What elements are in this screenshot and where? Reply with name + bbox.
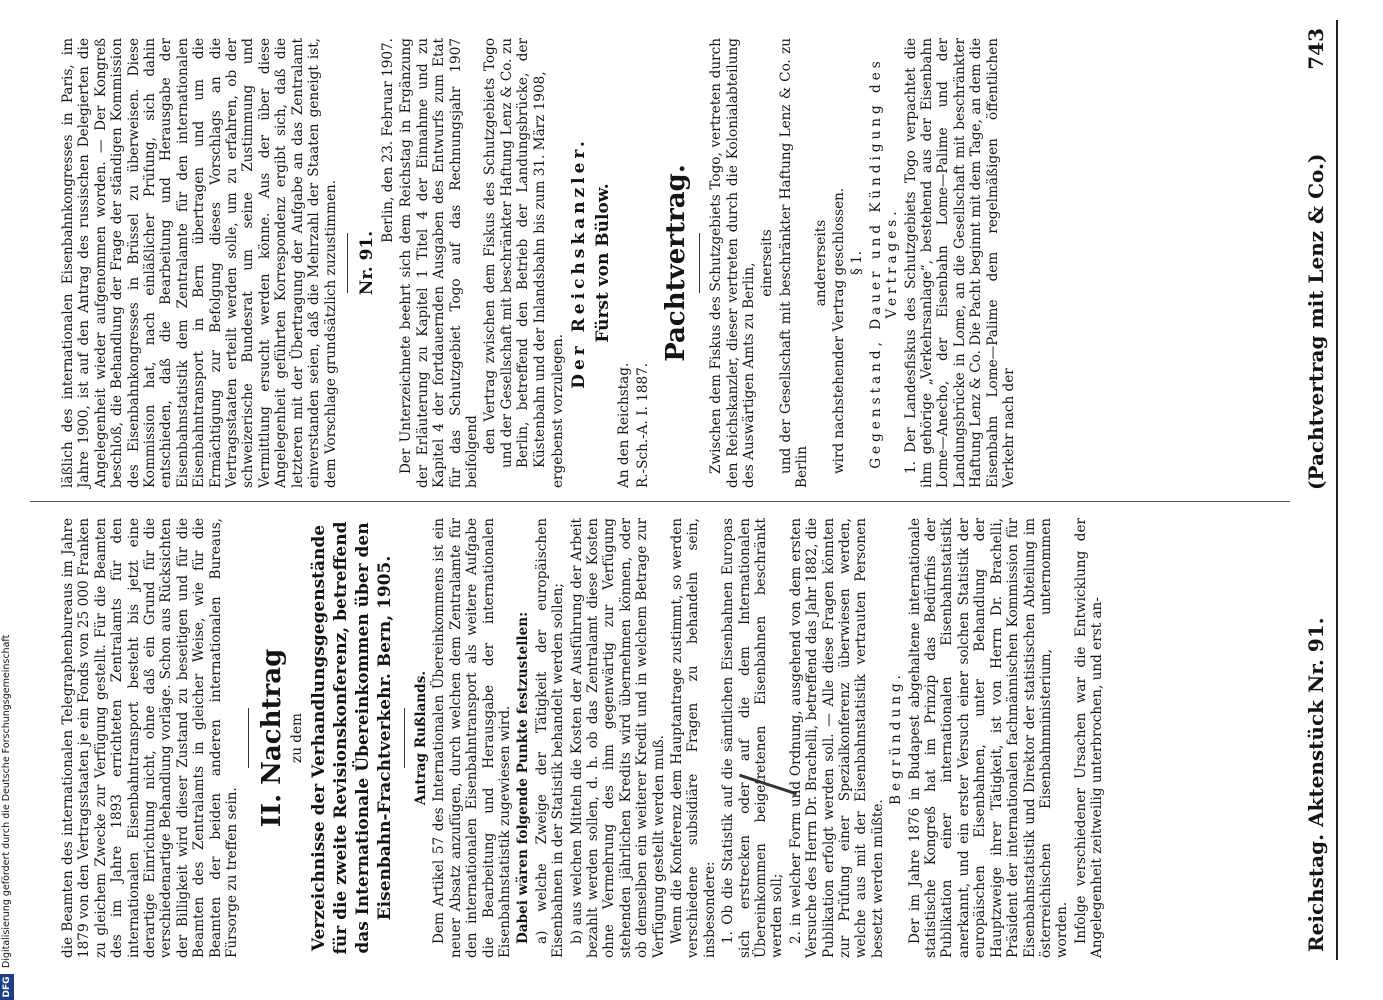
list-item: 2. in welcher Form und Ordnung, ausgehend von dem ersten Versuche des Herrn Dr. Brachelli, betreffend das Jahr 1882, die Publikation erfolgt werden soll. — Alle diese Fragen könnten zur Prüfung einer Spezialkonferenz überwiesen werden, welche aus mit der Eisenbahnstatistik vertrauten Personen besetzt werden müßte. — [787, 518, 886, 958]
footer-text: Digitalisierung gefördert durch die Deutsche Forschungsgemeinschaft — [1, 634, 12, 968]
paragraph: ergebenst vorzulegen. — [549, 333, 566, 488]
header-left: Reichstag. Aktenstück Nr. 91. — [1304, 617, 1328, 952]
divider — [404, 708, 405, 768]
contract-heading: Pachtvertrag. — [661, 164, 692, 362]
signature-title: Der Reichskanzler. — [569, 137, 590, 389]
document-number: Nr. 91. — [356, 230, 377, 296]
section-heading: Gegenstand, Dauer und Kündigung des Vertrages. — [867, 57, 901, 469]
paragraph: den Vertrag zwischen dem Fiskus des Schutzgebiets Togo und der Gesellschaft mit beschränkter Haftung Lenz & Co. zu Berlin, betreffend den Betrieb der Landungsbrücke, der Küstenbahn und der Inlandsbahn bis zum 31. März 1908, — [482, 38, 548, 468]
paragraph: Dem Artikel 57 des Internationalen Übereinkommens ist ein neuer Absatz anzufügen, durch welchen dem Zentralamte für den internationalen Eisenbahntransport als weitere Aufgabe die Bearbeitung und Herausgabe der internationalen Eisenbahnstatistik zugewiesen wird. — [431, 518, 513, 958]
paragraph: 1. Der Landesfiskus des Schutzgebiets Togo verpachtet die ihm gehörige „Verkehrsanlage“, bestehend aus der Eisenbahn Lome—Anecho, der Eisenbahn Lome—Palime und der Landungsbrücke in Lome, an die Gesellschaft mit beschränkter Haftung Lenz & Co. Die Pacht beginnt mit dem Tage, an dem die Eisenbahn Lome—Palime dem regelmäßigen öffentlichen Verkehr nach der — [902, 38, 1018, 488]
reference-number: R.-Sch.-A. I. 1887. — [634, 362, 651, 488]
antrag-heading: Antrag Rußlands. — [412, 670, 429, 806]
section-number: § 1. — [849, 250, 866, 276]
left-column — [60, 518, 1290, 958]
paragraph: Der Unterzeichnete beehrt sich dem Reichstag in Ergänzung der Erläuterung zu Kapitel 1 Titel 4 der Einnahme und zu Kapitel 4 der fortdauernden Ausgaben des Entwurfs zum Etat für das Schutzgebiet Togo auf das Rechnungsjahr 1907 beifolgend — [398, 38, 480, 488]
section-subtitle: Verzeichnisse der Verhandlungsgegenstände für die zweite Revisionskonferenz, betreffend das Internationale Übereinkommen über den Eisenbahn-Frachtverkehr. Bern, 1905. — [308, 521, 395, 955]
place-date: Berlin, den 23. Februar 1907. — [379, 38, 396, 243]
column-separator — [30, 501, 1290, 502]
paragraph: Der im Jahre 1876 in Budapest abgehaltene internationale statistische Kongreß hat im Prinzip das Bedürfnis der Publikation einer internationalen Eisenbahnstatistik anerkannt, und ein erster Versuch einer solchen Statistik der europäischen Eisenbahnen, unter Behandlung der Hauptzweige ihrer Tätigkeit, ist von Herrn Dr. Brachelli, Präsident der internationalen fachmännischen Kommission für Eisenbahnstatistik und Direktor der statistischen Abteilung im österreichischen Eisenbahnministerium, unternommen worden. — [906, 518, 1071, 958]
paragraph: die Beamten des internationalen Telegraphenbureaus im Jahre 1879 von den Vertragsstaaten je ein Fonds von 25 000 Franken zu gleichem Zwecke zur Verfügung gestellt. Für die Beamten des im Jahre 1893 errichteten Zentralamts für den internationalen Eisenbahntransport besteht bis jetzt eine derartige Einrichtung nicht, ohne daß ein Grund für die verschiedenartige Behandlung vorläge. Schon aus Rücksichten der Billigkeit wird dieser Zustand zu beseitigen und für die Beamten des Zentralamts in gleicher Weise, wie für die Beamten der beiden anderen internationalen Bureaus, Fürsorge zu treffen sein. — [60, 518, 241, 958]
divider — [248, 708, 249, 768]
paragraph: Infolge verschiedener Ursachen war die Entwicklung der Angelegenheit zeitweilig unterbrochen, und erst an- — [1072, 518, 1106, 958]
paragraph: wird nachstehender Vertrag geschlossen. — [831, 187, 848, 474]
party-label: andererseits — [812, 219, 829, 307]
party-label: einerseits — [759, 229, 776, 297]
dfg-logo: DFG — [0, 974, 14, 1000]
right-column — [60, 38, 1290, 488]
paragraph: läßlich des internationalen Eisenbahnkongresses in Paris, im Jahre 1900, ist auf den Antrag des russischen Delegierten die Angelegenheit wieder aufgenommen worden. — Der Kongreß beschloß, die Behandlung der Frage der ständigen Kommission des Eisenbahnkongresses in Brüssel zu überweisen. Diese Kommission hat, nach einläßlicher Prüfung, sich dahin entschieden, daß die Bearbeitung und Herausgabe der Eisenbahnstatistik dem Zentralamte für den internationalen Eisenbahntransport in Bern übertragen und um die Ermächtigung zur Befolgung dieses Vorschlags an die Vertragsstaaten erteilt werden solle, um zu erfahren, ob der schweizerische Bundesrat um seine Zustimmung und Vermittlung ersucht werden könne. Aus der über diese Angelegenheit geführten Korrespondenz ergibt sich, daß die letzteren mit der Übertragung der Aufgabe an das Zentralamt einverstanden seien, daß die Mehrzahl der Staaten geneigt ist, dem Vorschlage grundsätzlich zuzustimmen. — [60, 38, 339, 488]
page-number: 743 — [1304, 28, 1328, 70]
paragraph: Dabei wären folgende Punkte festzustellen: — [515, 611, 532, 944]
addressee: An den Reichstag. — [616, 362, 633, 488]
paragraph: und der Gesellschaft mit beschränkter Haftung Lenz & Co. zu Berlin — [777, 38, 811, 488]
section-title-sub: zu dem — [289, 713, 306, 763]
header-right: (Pachtvertrag mit Lenz & Co.) — [1304, 153, 1328, 490]
divider — [699, 233, 700, 293]
paragraph: Zwischen dem Fiskus des Schutzgebiets Togo, vertreten durch den Reichskanzler, dieser vertreten durch die Kolonialabteilung des Auswärtigen Amts zu Berlin, — [708, 38, 757, 488]
signature-name: Fürst von Bülow. — [593, 183, 614, 343]
list-item: a) welche Zweige der Tätigkeit der europäischen Eisenbahnen in der Statistik behandelt werden sollen; — [533, 518, 567, 958]
divider — [347, 233, 348, 293]
running-header — [1300, 20, 1338, 960]
section-title: II. Nachtrag — [257, 648, 288, 828]
begruendung-heading: Begründung. — [888, 671, 905, 805]
list-item: b) aus welchen Mitteln die Kosten der Ausführung der Arbeit bezahlt werden sollen, d. h. ob das Zentralamt diese Kosten ohne Vermehrung des ihm gegenwärtig zur Verfügung stehenden jährlichen Kredits wird übernehmen können, oder ob demselben ein weiterer Kredit und in welchem Betrage zur Verfügung gestellt werden muß. — [568, 518, 667, 958]
footer-credit — [0, 0, 14, 1000]
paragraph: Wenn die Konferenz dem Hauptantrage zustimmt, so werden verschiedene subsidiäre Fragen zu behandeln sein, insbesondere: — [668, 518, 718, 958]
list-item: 1. Ob die Statistik auf die sämtlichen Eisenbahnen Europas sich erstrecken oder auf die dem Internationalen Übereinkommen beigetretenen Eisenbahnen beschränkt werden soll; — [720, 518, 786, 958]
